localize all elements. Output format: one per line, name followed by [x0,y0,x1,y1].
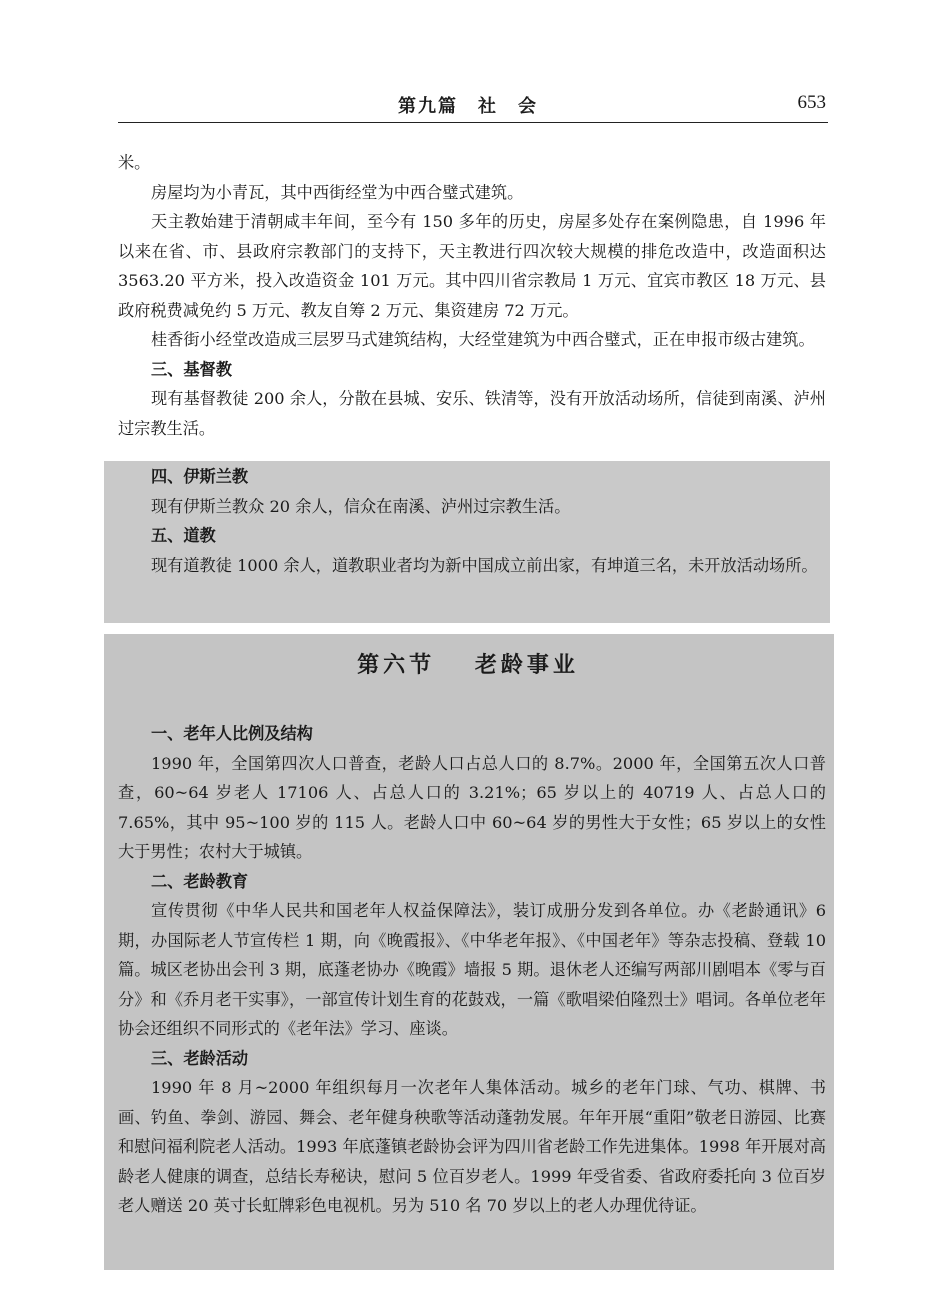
paragraph: 现有道教徒 1000 余人，道教职业者均为新中国成立前出家，有坤道三名，未开放活动场所。 [151,555,818,575]
page-number: 653 [797,92,826,113]
subheading-islam: 四、伊斯兰教 [151,467,249,486]
paragraph: 1990 年，全国第四次人口普查，老龄人口占总人口的 8.7%。2000 年，全国第五次人口普查，60~64 岁老人 17106 人、占总人口的 3.21%；65 岁以上的 40719 人、占总人口的 7.65%，其中 95~100 岁的 115 人。老龄人口中 60~64 岁的男性大于女性；65 岁以上的女性大于男性；农村大于城镇。 [118,753,826,861]
running-header: 第九篇 社 会 [398,96,538,117]
paragraph: 宣传贯彻《中华人民共和国老年人权益保障法》，装订成册分发到各单位。办《老龄通讯》6 期，办国际老人节宣传栏 1 期，向《晚霞报》、《中华老年报》、《中国老年》等杂志投稿、登载 10 篇。城区老协出会刊 3 期，底蓬老协办《晚霞》墙报 5 期。退休老人还编写两部川剧唱本《零与百分》和《乔月老干实事》，一部宣传计划生育的花鼓戏，一篇《歌唱梁伯隆烈士》唱词。各单位老年协会还组织不同形式的《老年法》学习、座谈。 [118,901,826,1038]
paragraph: 米。 [118,153,151,172]
religion-islam-tao [118,462,826,580]
section-number: 第六节 [357,652,436,678]
section-name: 老龄事业 [474,652,579,678]
paragraph: 天主教始建于清朝咸丰年间，至今有 150 多年的历史，房屋多处存在案例隐患，自 1996 年以来在省、市、县政府宗教部门的支持下，天主教进行四次较大规模的排危改造中，改造面积达 3563.20 平方米，投入改造资金 101 万元。其中四川省宗教局 1 万元、宜宾市教区 18 万元、县政府税费减免约 5 万元、教友自筹 2 万元、集资建房 72 万元。 [118,212,826,320]
aging-section-body [118,719,826,1221]
subheading-ratio: 一、老年人比例及结构 [151,724,313,743]
paragraph: 现有基督教徒 200 余人，分散在县城、安乐、铁清等，没有开放活动场所，信徒到南溪、泸州过宗教生活。 [118,389,826,438]
subheading-education: 二、老龄教育 [151,871,249,891]
subheading-christianity: 三、基督教 [151,359,232,379]
paragraph: 房屋均为小青瓦，其中西街经堂为中西合璧式建筑。 [151,182,524,202]
subheading-taoism: 五、道教 [151,526,216,545]
paragraph: 桂香街小经堂改造成三层罗马式建筑结构，大经堂建筑为中西合璧式，正在申报市级古建筑。 [151,330,815,349]
paragraph: 现有伊斯兰教众 20 余人，信众在南溪、泸州过宗教生活。 [151,496,571,516]
section-title [0,648,936,679]
paragraph: 1990 年 8 月~2000 年组织每月一次老年人集体活动。城乡的老年门球、气功、棋牌、书画、钓鱼、拳剑、游园、舞会、老年健身秧歌等活动蓬勃发展。年年开展“重阳”敬老日游园、比赛和慰问福利院老人活动。1993 年底蓬镇老龄协会评为四川省老龄工作先进集体。1998 年开展对高龄老人健康的调查，总结长寿秘诀，慰问 5 位百岁老人。1999 年受省委、省政府委托向 3 位百岁老人赠送 20 英寸长虹牌彩色电视机。另为 510 名 70 岁以上的老人办理优待证。 [118,1078,826,1215]
religion-continued [118,148,826,443]
header-divider [118,122,828,123]
subheading-activities: 三、老龄活动 [151,1048,249,1068]
